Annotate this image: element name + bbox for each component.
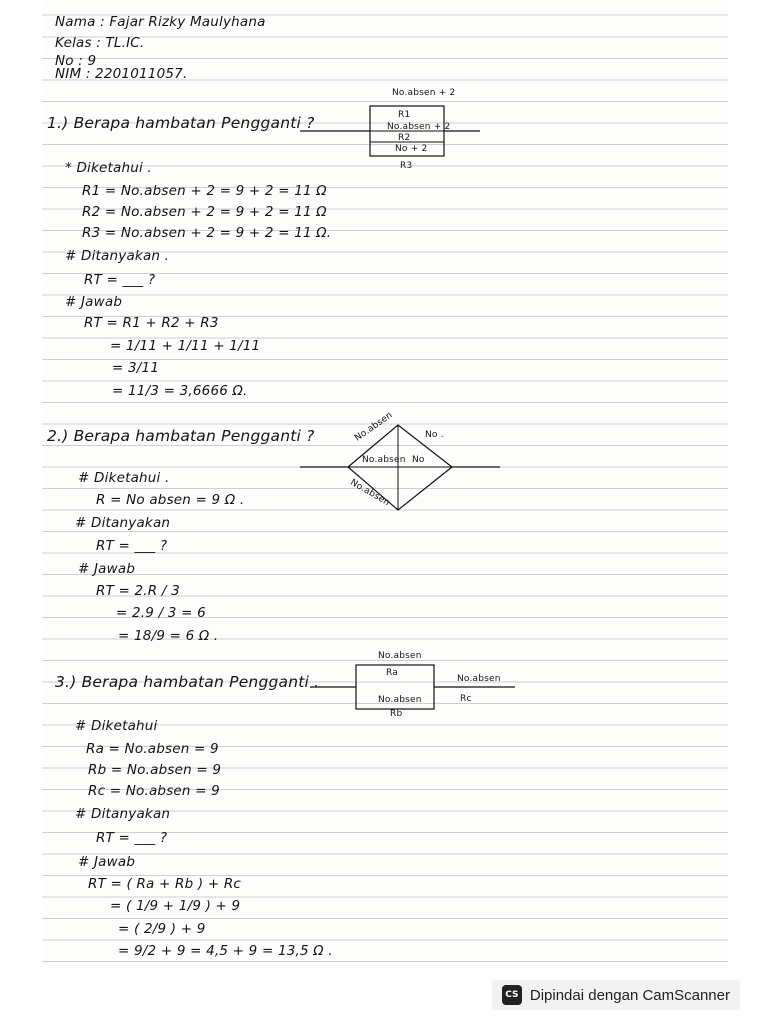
q2-r-line: R = No absen = 9 Ω . <box>96 492 245 508</box>
q1-title: 1.) Berapa hambatan Pengganti ? <box>47 114 315 132</box>
q3-rt-question: RT = ___ ? <box>96 830 168 846</box>
q3-diagram-right-label: No.absen <box>457 674 501 684</box>
q1-r3-line: R3 = No.absen + 2 = 9 + 2 = 11 Ω. <box>82 225 332 241</box>
q3-title: 3.) Berapa hambatan Pengganti . <box>55 673 320 691</box>
camscanner-watermark <box>492 980 740 1010</box>
q3-diagram-rc-label: Rc <box>460 694 472 704</box>
q1-asked-heading: # Ditanyakan . <box>65 248 170 264</box>
q3-diagram-ra-label: Ra <box>386 668 398 678</box>
q2-step-3: = 18/9 = 6 Ω . <box>118 628 219 644</box>
q2-answer-heading: # Jawab <box>78 561 136 577</box>
q1-rt-question: RT = ___ ? <box>84 272 156 288</box>
q2-diagram-center-right-label: No <box>412 455 425 465</box>
q3-diagram-bottom-label: No.absen <box>378 695 422 705</box>
q2-diagram-top-right-label: No . <box>425 430 444 440</box>
q1-diagram-mid-label: No.absen + 2 <box>387 122 451 132</box>
q3-rb-line: Rb = No.absen = 9 <box>88 762 222 778</box>
q1-given-heading: * Diketahui . <box>65 160 152 176</box>
q2-asked-heading: # Ditanyakan <box>75 515 171 531</box>
q1-step-1: RT = R1 + R2 + R3 <box>84 315 219 331</box>
q1-step-4: = 11/3 = 3,6666 Ω. <box>112 383 248 399</box>
q3-step-1: RT = ( Ra + Rb ) + Rc <box>88 876 242 892</box>
class-line: Kelas : TL.IC. <box>55 35 145 51</box>
q3-answer-heading: # Jawab <box>78 854 136 870</box>
q2-diagram-bottom-left-label: No.absen <box>348 477 392 509</box>
q1-diagram-bot-label: No + 2 <box>395 144 428 154</box>
q2-step-2: = 2.9 / 3 = 6 <box>116 605 206 621</box>
q3-ra-line: Ra = No.absen = 9 <box>86 741 219 757</box>
q3-diagram-rb-label: Rb <box>390 709 403 719</box>
q2-delta-circuit-diagram <box>300 415 500 515</box>
q1-answer-heading: # Jawab <box>65 294 123 310</box>
q3-step-3: = ( 2/9 ) + 9 <box>118 921 206 937</box>
q2-step-1: RT = 2.R / 3 <box>96 583 180 599</box>
q3-diagram-top-label: No.absen <box>378 651 422 661</box>
number-line: No : 9 <box>55 53 97 69</box>
q2-rt-question: RT = ___ ? <box>96 538 168 554</box>
q3-given-heading: # Diketahui <box>75 718 158 734</box>
q1-r1-line: R1 = No.absen + 2 = 9 + 2 = 11 Ω <box>82 183 327 199</box>
q1-step-2: = 1/11 + 1/11 + 1/11 <box>110 338 261 354</box>
q3-step-2: = ( 1/9 + 1/9 ) + 9 <box>110 898 241 914</box>
q3-rc-line: Rc = No.absen = 9 <box>88 783 220 799</box>
q1-diagram-r3-label: R3 <box>400 161 413 171</box>
q1-diagram-r1-label: R1 <box>398 110 411 120</box>
camscanner-logo-icon: CS <box>502 985 522 1005</box>
name-line: Nama : Fajar Rizky Maulyhana <box>55 14 266 30</box>
q2-diagram-top-left-label: No.absen <box>353 410 395 444</box>
q3-series-parallel-circuit-diagram <box>310 655 520 720</box>
q1-diagram-top-label: No.absen + 2 <box>392 88 456 98</box>
camscanner-label: Dipindai dengan CamScanner <box>529 986 730 1004</box>
q2-title: 2.) Berapa hambatan Pengganti ? <box>47 427 315 445</box>
q1-r2-line: R2 = No.absen + 2 = 9 + 2 = 11 Ω <box>82 204 327 220</box>
q3-asked-heading: # Ditanyakan <box>75 806 171 822</box>
q1-step-3: = 3/11 <box>112 360 160 376</box>
q1-diagram-r2-label: R2 <box>398 133 411 143</box>
student-id-line: NIM : 2201011057. <box>55 66 188 82</box>
q2-diagram-center-left-label: No.absen <box>362 455 406 465</box>
q2-given-heading: # Diketahui . <box>78 470 170 486</box>
q3-step-4: = 9/2 + 9 = 4,5 + 9 = 13,5 Ω . <box>118 943 333 959</box>
